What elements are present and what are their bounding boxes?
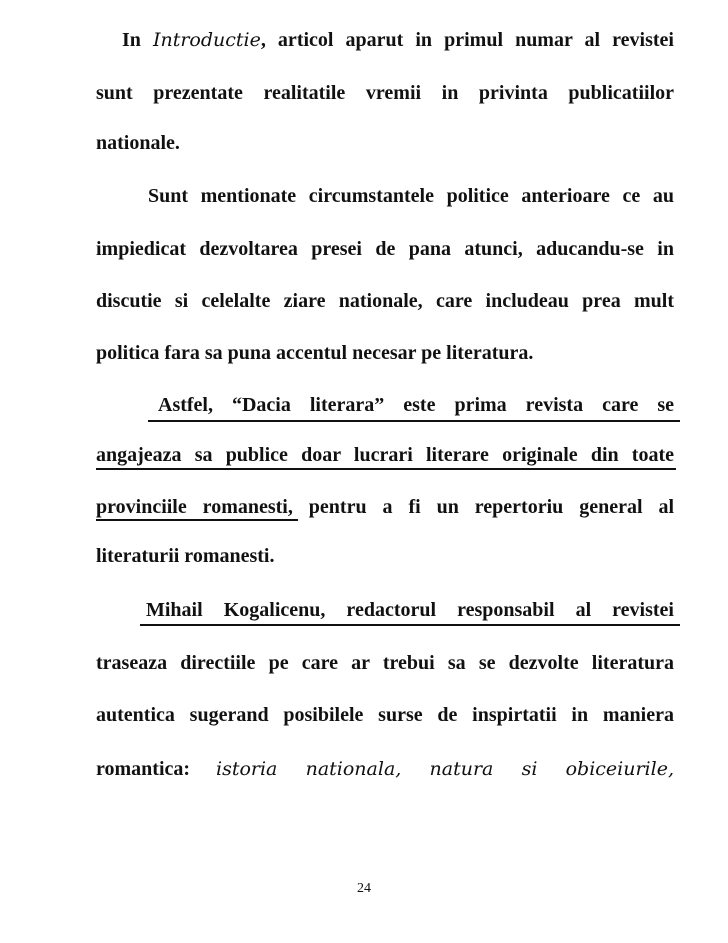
underline-rule: [148, 420, 680, 422]
text-line: impiedicat dezvoltarea presei de pana atunci, aducandu-se in: [96, 238, 674, 260]
text-line: autentica sugerand posibilele surse de inspirtatii in maniera: [96, 704, 674, 726]
underline-rule: [96, 468, 676, 470]
page-number: 24: [357, 881, 371, 896]
text-line: traseaza directiile pe care ar trebui sa se dezvolte literatura: [96, 652, 674, 674]
text-line: angajeaza sa publice doar lucrari literare originale din toate: [96, 444, 674, 466]
text-line: Astfel, “Dacia literara” este prima revista care se: [158, 394, 674, 416]
italic-title: Introductie: [152, 29, 261, 51]
text-line: provinciile romanesti, pentru a fi un repertoriu general al: [96, 496, 674, 518]
text-line: politica fara sa puna accentul necesar pe literatura.: [96, 342, 534, 364]
text-line: In Introductie, articol aparut in primul numar al revistei: [122, 29, 674, 51]
text-line: discutie si celelalte ziare nationale, care includeau prea mult: [96, 290, 674, 312]
italic-list: istoria nationala, natura si obiceiurile,: [216, 758, 674, 780]
text-line: romantica: istoria nationala, natura si obiceiurile,: [96, 758, 674, 780]
underline-rule: [96, 519, 298, 521]
text-line: Sunt mentionate circumstantele politice anterioare ce au: [148, 185, 674, 207]
text-line: sunt prezentate realitatile vremii in privinta publicatiilor: [96, 82, 674, 104]
text-line: Mihail Kogalicenu, redactorul responsabil al revistei: [146, 599, 674, 621]
text-line: literaturii romanesti.: [96, 545, 275, 567]
underline-rule: [140, 624, 680, 626]
text-line: nationale.: [96, 132, 180, 154]
